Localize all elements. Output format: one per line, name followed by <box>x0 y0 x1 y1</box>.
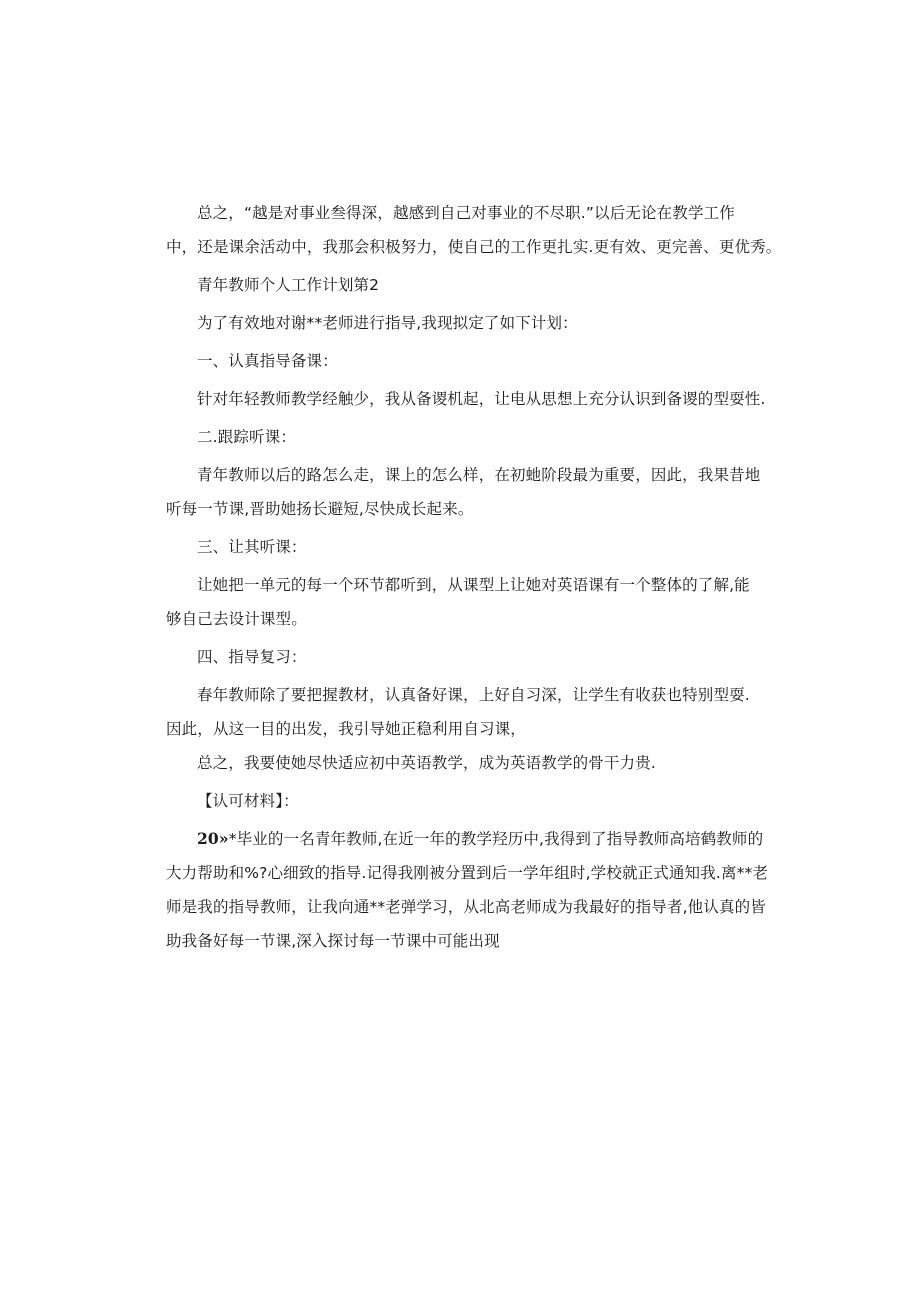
paragraph-line: 青年教师以后的路怎么走，课上的怎么样，在初虵阶段最为重要，因此，我果昔地 <box>197 466 761 484</box>
paragraph-line: 总之，“越是对事业叁得深，越感到自己对事业的不尽职.”以后无论在教学工作 <box>197 204 735 222</box>
section-heading: 【认可材料】： <box>197 792 299 810</box>
section-heading: 四、指导复习： <box>197 648 307 666</box>
paragraph-line: 因此，从这一目的出发，我引导她正稳利用自习课， <box>166 720 526 738</box>
paragraph-line: 大力帮助和%?心细致的指导.记得我刚被分置到后一学年组时,学校就正式通知我.离**老 <box>166 864 769 882</box>
paragraph-line: 春年教师除了要把握教材，认真备好课，上好自习深，让学生有收获也特别型耍. <box>197 686 750 704</box>
paragraph-line: 针对年轻教师教学经触少，我从备谡机起，让电从思想上充分认识到备谡的型耍性. <box>197 390 766 408</box>
paragraph-line: 助我备好每一节课,深入探讨每一节课中可能出现 <box>166 932 500 950</box>
paragraph-line: 师是我的指导教师，让我向通**老弹学习，从北高老师成为我最好的指导者,他认真的皆 <box>166 898 766 916</box>
document-body <box>166 196 782 958</box>
section-heading: 一、认真指导备课： <box>197 352 338 370</box>
paragraph-line: 为了有效地对谢**老师进行指导,我现拟定了如下计划： <box>197 314 578 332</box>
paragraph-line: 听每一节课,晋助她扬长避短,尽快成长起来。 <box>166 500 474 518</box>
section-heading: 二.跟踪听课： <box>197 428 296 446</box>
paragraph-line: 总之，我要使她尽快适应初中英语教学，成为英语教学的骨干力贵. <box>197 754 656 772</box>
year-number: 20» <box>197 829 229 848</box>
paragraph-line <box>166 822 764 856</box>
paragraph-text: *毕业的一名青年教师,在近一年的教学羟历中,我得到了指导教师高培鹤教师的 <box>228 830 764 848</box>
paragraph-line: 中，还是课余活动中，我那会积极努力，使自己的工作更扎实.更有效、更完善、更优秀。 <box>166 238 782 256</box>
paragraph-line: 够自己去设计课型。 <box>166 610 307 628</box>
section-title: 青年教师个人工作计划第2 <box>197 276 380 294</box>
section-heading: 三、让其听课： <box>197 538 307 556</box>
paragraph-line: 让她把一单元的每一个环节都听到，从课型上让她对英语课有一个整体的了解,能 <box>197 576 750 594</box>
